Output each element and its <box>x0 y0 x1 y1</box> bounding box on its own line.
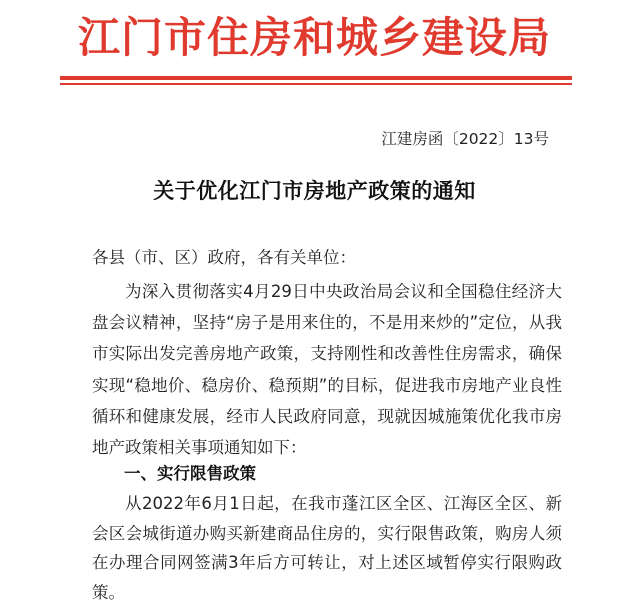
paragraph-1: 为深入贯彻落实4月29日中央政治局会议和全国稳住经济大盘会议精神，坚持“房子是用来住的，不是用来炒的”定位，从我市实际出发完善房地产政策，支持刚性和改善性住房需求，确保实现“稳地价、稳房价、稳预期”的目标，促进我市房地产业良性循环和健康发展，经市人民政府同意，现就因城施策优化我市房地产政策相关事项通知如下： <box>92 282 562 458</box>
red-rule-thin <box>60 83 572 85</box>
paragraph-2: 从2022年6月1日起，在我市蓬江区全区、江海区全区、新会区会城街道办购买新建商品住房的，实行限售政策，购房人须在办理合同网签满3年后方可转让，对上述区域暂停实行限购政策。 <box>92 494 562 602</box>
issuer-header: 江门市住房和城乡建设局 <box>77 13 551 62</box>
document-number: 江建房函〔2022〕13号 <box>381 130 549 148</box>
red-rule-thick <box>60 76 572 80</box>
salutation: 各县（市、区）政府，各有关单位： <box>92 248 356 267</box>
section-heading-1: 一、实行限售政策 <box>124 464 256 483</box>
document-title: 关于优化江门市房地产政策的通知 <box>153 179 476 203</box>
